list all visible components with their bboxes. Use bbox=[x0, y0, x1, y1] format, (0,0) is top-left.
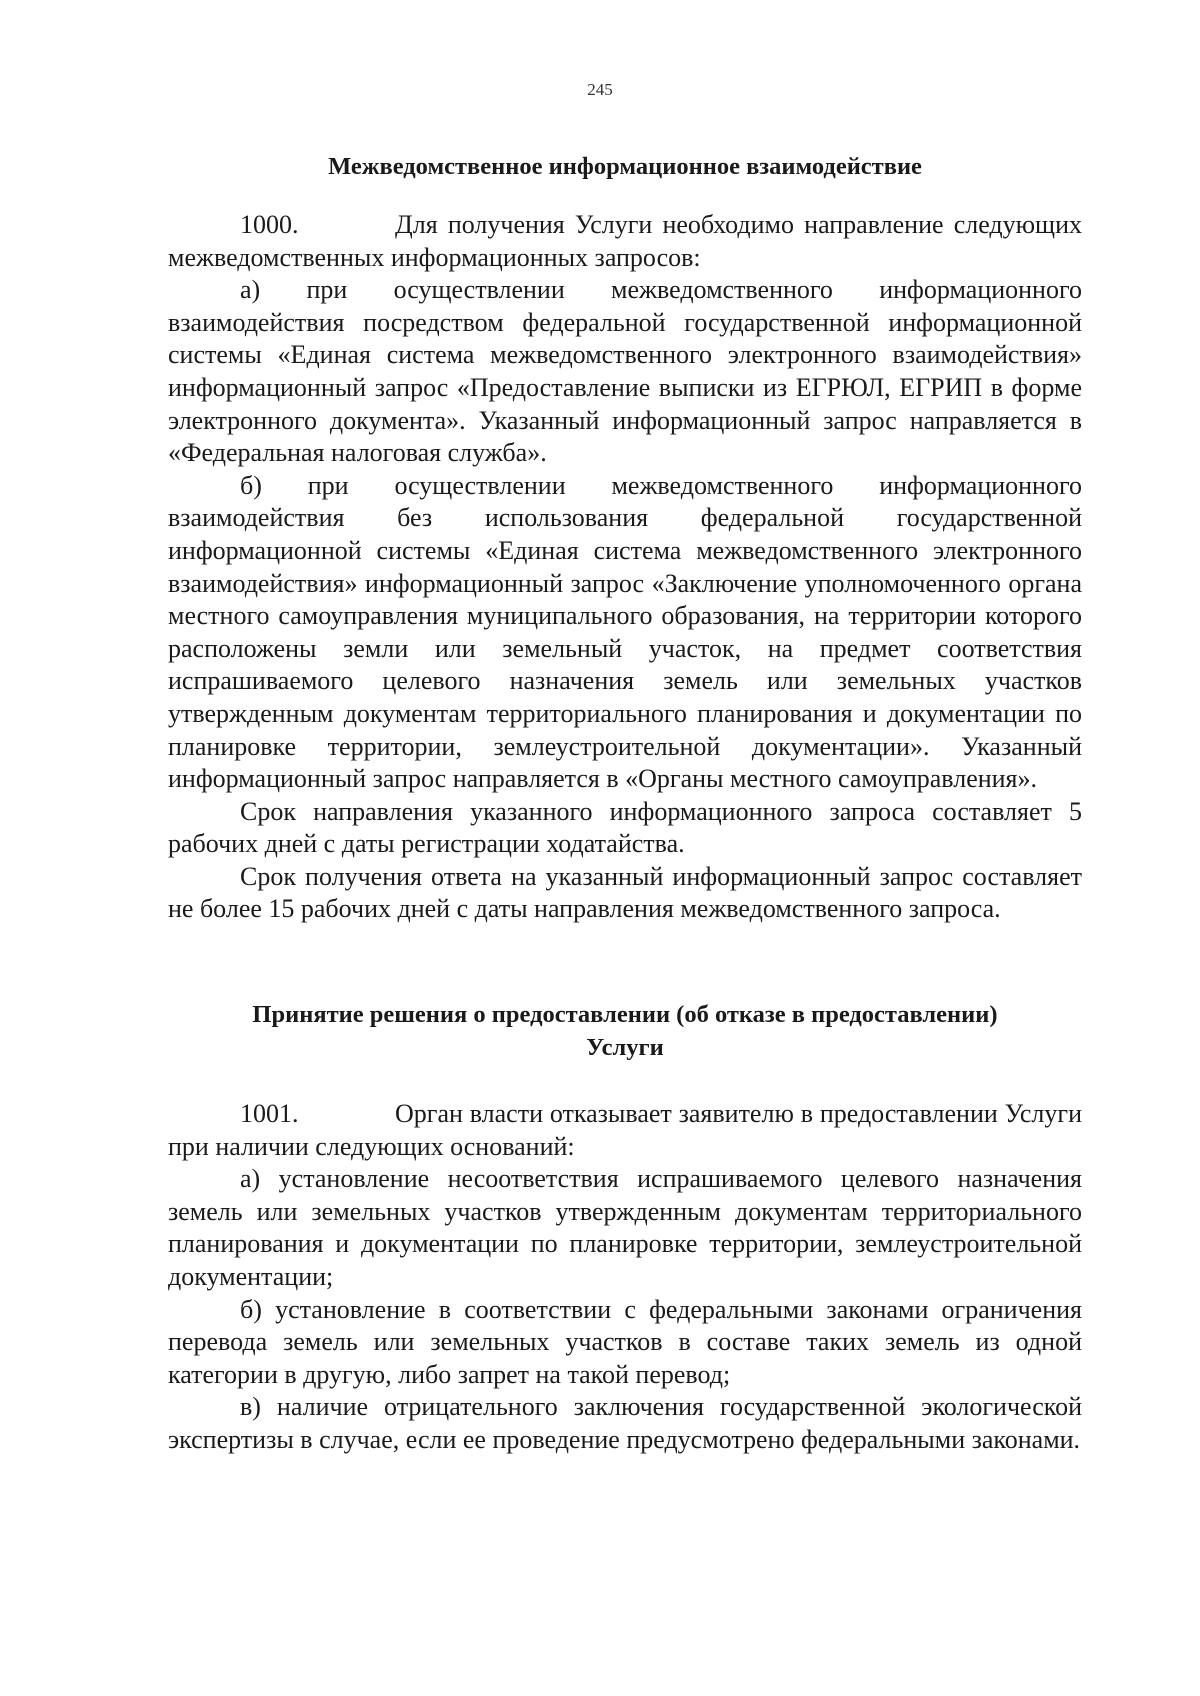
subitem-1000-a: а) при осуществлении межведомственного информационного взаимодействия посредством федеральной государственной информационной системы «Единая система межведомственного электронного взаимодействия» информационный запрос «Предоставление выписки из ЕГРЮЛ, ЕГРИП в форме электронного документа». Указанный информационный запрос направляется в «Федеральная налоговая служба». bbox=[168, 275, 1082, 468]
subitem-1001-a: а) установление несоответствия испрашиваемого целевого назначения земель или земельных участков утвержденным документам территориального планирования и документации по планировке территории, землеустроительной документации; bbox=[168, 1164, 1082, 1292]
section-heading-decision-line2: Услуги bbox=[586, 1034, 664, 1062]
term-receive-paragraph: Срок получения ответа на указанный информационный запрос составляет не более 15 рабочих дней с даты направления межведомственного запроса. bbox=[168, 861, 1082, 924]
section-heading-decision-line1: Принятие решения о предоставлении (об отказе в предоставлении) bbox=[252, 1001, 998, 1029]
page-content bbox=[168, 150, 1082, 1457]
page-number: 245 bbox=[587, 80, 613, 99]
term-send-paragraph: Срок направления указанного информационного запроса составляет 5 рабочих дней с даты регистрации ходатайства. bbox=[168, 796, 1082, 859]
item-text-1001: Орган власти отказывает заявителю в предоставлении Услуги при наличии следующих оснований: bbox=[168, 1099, 1082, 1161]
subitem-1000-b: б) при осуществлении межведомственного информационного взаимодействия без использования федеральной государственной информационной системы «Единая система межведомственного электронного взаимодействия» информационный запрос «Заключение уполномоченного органа местного самоуправления муниципального образования, на территории которого расположены земли или земельный участок, на предмет соответствия испрашиваемого целевого назначения земель или земельных участков утвержденным документам территориального планирования и документации по планировке территории, землеустроительной документации». Указанный информационный запрос направляется в «Органы местного самоуправления». bbox=[168, 470, 1082, 794]
section-heading-interagency: Межведомственное информационное взаимодействие bbox=[328, 153, 922, 180]
section-heading-decision bbox=[168, 998, 1082, 1064]
item-number-1000: 1000. bbox=[240, 210, 299, 239]
subitem-1001-b: б) установление в соответствии с федеральными законами ограничения перевода земель или земельных участков в составе таких земель из одной категории в другую, либо запрет на такой перевод; bbox=[168, 1294, 1082, 1389]
subitem-1001-c: в) наличие отрицательного заключения государственной экологической экспертизы в случае, если ее проведение предусмотрено федеральными законами. bbox=[168, 1392, 1082, 1454]
paragraph-1001 bbox=[168, 1098, 1082, 1163]
paragraph-1000 bbox=[168, 209, 1082, 274]
item-text-1000: Для получения Услуги необходимо направление следующих межведомственных информационных запросов: bbox=[168, 210, 1082, 272]
item-number-1001: 1001. bbox=[240, 1099, 299, 1129]
